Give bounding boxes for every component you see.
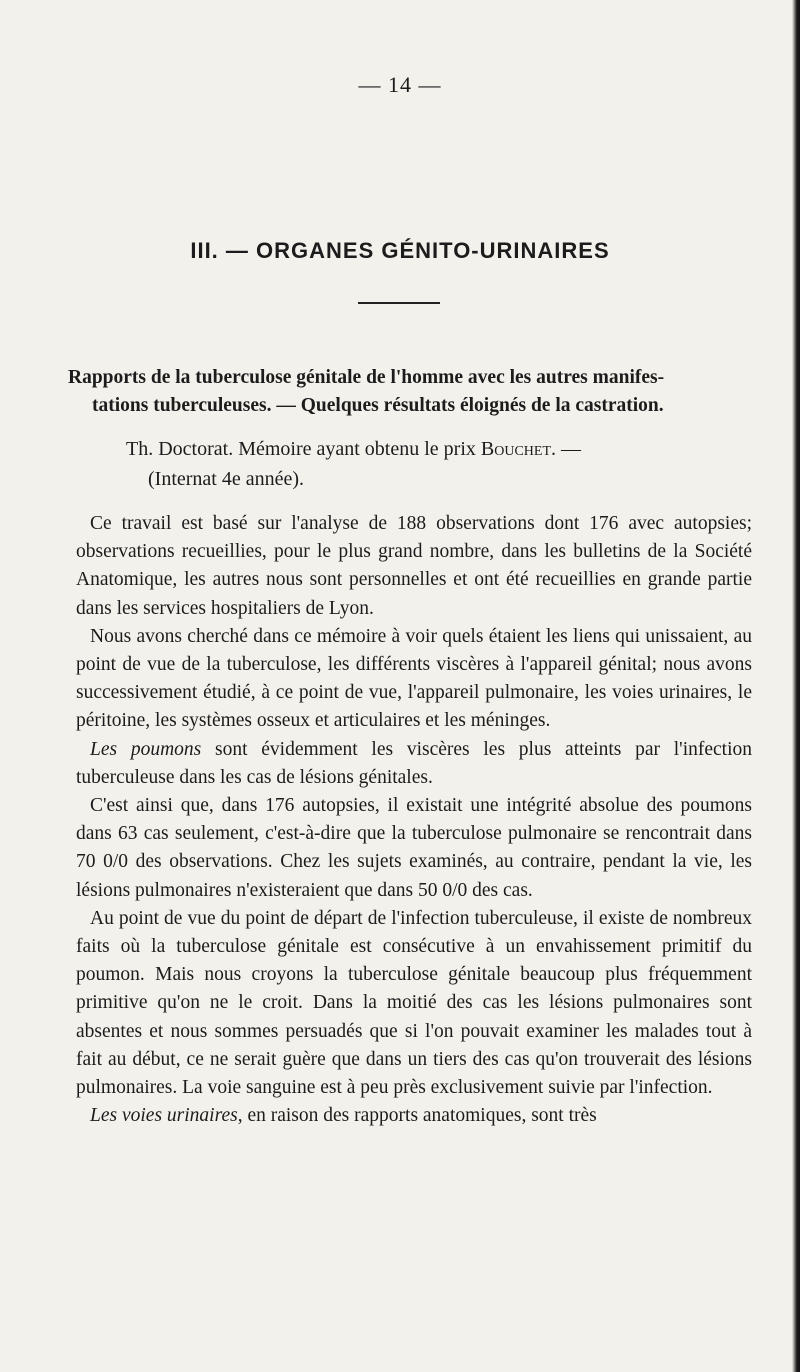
- paragraph: Au point de vue du point de départ de l'infection tuberculeuse, il existe de nombreux faits où la tuberculose génitale est consécutive à un envahissement primitif du poumon. Mais nous croyons la tuberculose génitale beaucoup plus fréquemment primitive qu'on ne le croit. Dans la moitié des cas les lésions pulmonaires sont absentes et nous sommes persuadés que si l'on pouvait examiner les malades tout à fait au début, ce ne serait guère que dans un tiers des cas qu'on trouverait des lésions pulmonaires. La voie sanguine est à peu près exclusivement suivie par l'infection.: [76, 907, 752, 1099]
- paragraph: Ce travail est basé sur l'analyse de 188 observations dont 176 avec autopsies; observations recueillies, pour le plus grand nombre, dans les bulletins de la Société Anatomique, les autres nous sont personnelles et ont été recueillies en grande partie dans les services hospitaliers de Lyon.: [76, 513, 752, 619]
- thesis-note-line-2: (Internat 4e année).: [148, 468, 305, 490]
- paragraph: C'est ainsi que, dans 176 autopsies, il existait une intégrité absolue des poumons dans 63 cas seulement, c'est-à-dire que la tuberculose pulmonaire se rencontrait dans 70 0/0 des observations. Chez les sujets examinés, au contraire, pendant la vie, les lésions pulmonaires n'existeraient que dans 50 0/0 des cas.: [76, 795, 752, 901]
- thesis-note-suffix: . —: [551, 438, 582, 460]
- page-edge-shadow: [792, 0, 800, 1372]
- title-divider: [358, 302, 440, 304]
- paragraph: Les poumons sont évidemment les viscères les plus atteints par l'infection tuberculeuse dans les cas de lésions génitales.: [76, 738, 752, 788]
- body-text: [76, 510, 752, 1130]
- subtitle: [68, 364, 730, 420]
- paragraph: Les voies urinaires, en raison des rapports anatomiques, sont très: [90, 1105, 597, 1127]
- italic-lead: Les poumons: [90, 738, 202, 760]
- thesis-note: [126, 434, 736, 494]
- thesis-note-prefix: Th. Doctorat. Mémoire ayant obtenu le prix: [126, 438, 481, 460]
- section-title: III. — ORGANES GÉNITO-URINAIRES: [190, 238, 610, 263]
- page-number: — 14 —: [358, 72, 442, 97]
- subtitle-line-2: tations tuberculeuses. — Quelques résultats éloignés de la castration.: [92, 395, 664, 416]
- italic-lead: Les voies urinaires: [90, 1105, 238, 1127]
- prize-name: Bouchet: [480, 438, 552, 460]
- subtitle-line-1: Rapports de la tuberculose génitale de l'homme avec les autres manifes-: [68, 367, 665, 388]
- paragraph: Nous avons cherché dans ce mémoire à voir quels étaient les liens qui unissaient, au point de vue de la tuberculose, les différents viscères à l'appareil génital; nous avons successivement étudié, à ce point de vue, l'appareil pulmonaire, les voies urinaires, le péritoine, les systèmes osseux et articulaires et les méninges.: [76, 625, 752, 732]
